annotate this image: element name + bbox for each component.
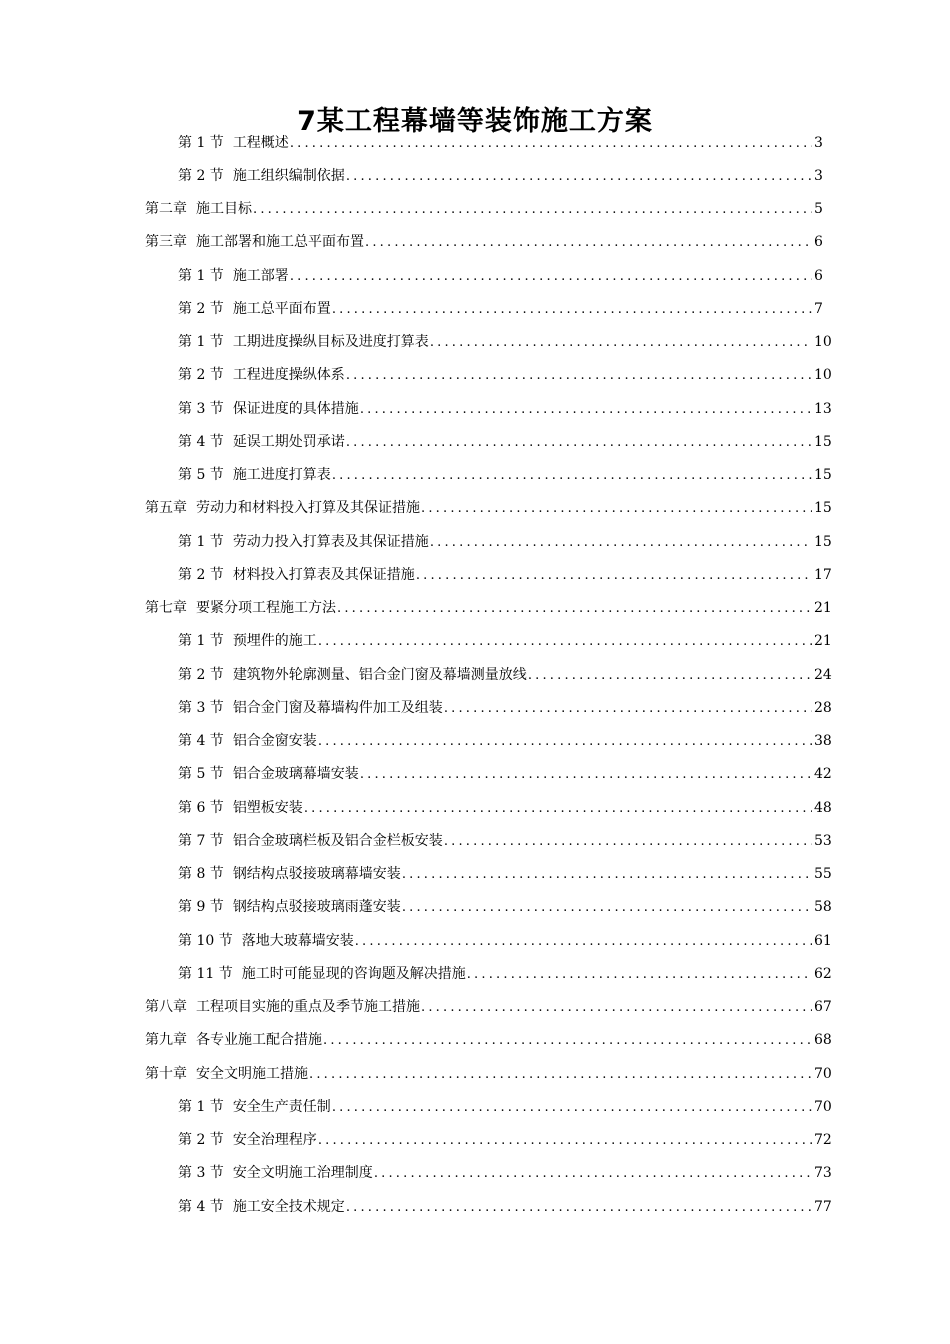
toc-entry-number: 第 1 节 [178, 1098, 224, 1115]
toc-entry-title: 工程概述 [232, 134, 289, 151]
toc-section-entry[interactable] [0, 258, 950, 291]
toc-entry-row [178, 265, 950, 285]
toc-entry-number: 第 1 节 [178, 134, 224, 151]
toc-entry-number: 第九章 [145, 1032, 187, 1049]
toc-entry-number: 第 11 节 [178, 965, 233, 982]
toc-entry-row [178, 1162, 950, 1182]
toc-entry-number: 第 1 节 [178, 633, 224, 650]
toc-section-entry[interactable] [0, 557, 950, 590]
toc-entry-row [178, 730, 950, 750]
toc-dot-leader [253, 202, 812, 217]
toc-section-entry[interactable] [0, 624, 950, 657]
toc-page-number: 21 [814, 633, 832, 650]
toc-dot-leader [421, 1000, 812, 1015]
toc-entry-title: 施工安全技术规定 [232, 1198, 345, 1215]
toc-section-entry[interactable] [0, 424, 950, 457]
toc-entry-title: 各专业施工配合措施 [196, 1032, 322, 1049]
toc-page-number: 73 [814, 1165, 832, 1182]
document-title: 7某工程幕墙等装饰施工方案 [297, 106, 653, 138]
toc-chapter-entry[interactable] [0, 225, 950, 258]
toc-chapter-entry[interactable] [0, 1023, 950, 1056]
toc-page-number: 6 [814, 234, 823, 251]
toc-entry-row [178, 830, 950, 850]
toc-page-number: 48 [814, 799, 832, 816]
toc-entry-number: 第 2 节 [178, 367, 224, 384]
toc-section-entry[interactable] [0, 757, 950, 790]
toc-entry-number: 第 1 节 [178, 334, 224, 351]
toc-section-entry[interactable] [0, 125, 950, 158]
toc-entry-title: 铝塑板安装 [232, 799, 303, 816]
toc-page-number: 70 [814, 1098, 832, 1115]
toc-entry-title: 延误工期处罚承诺 [232, 433, 345, 450]
toc-entry-number: 第 3 节 [178, 1165, 224, 1182]
toc-entry-number: 第 4 节 [178, 1198, 224, 1215]
toc-section-entry[interactable] [0, 956, 950, 989]
toc-entry-title: 劳动力投入打算表及其保证措施 [232, 533, 429, 550]
toc-entry-number: 第 4 节 [178, 733, 224, 750]
toc-entry-number: 第 2 节 [178, 167, 224, 184]
toc-page-number: 70 [814, 1065, 832, 1082]
toc-entry-number: 第 1 节 [178, 533, 224, 550]
toc-page-number: 15 [814, 467, 832, 484]
toc-entry-row [178, 331, 950, 351]
toc-entry-row [178, 863, 950, 883]
toc-dot-leader [444, 701, 812, 716]
toc-page-number: 55 [814, 866, 832, 883]
toc-page-number: 5 [814, 201, 823, 218]
toc-page-number: 6 [814, 267, 823, 284]
toc-dot-leader [290, 136, 812, 151]
toc-page-number: 38 [814, 733, 832, 750]
toc-section-entry[interactable] [0, 790, 950, 823]
toc-section-entry[interactable] [0, 890, 950, 923]
toc-chapter-entry[interactable] [0, 990, 950, 1023]
toc-dot-leader [332, 468, 812, 483]
toc-dot-leader [430, 535, 812, 550]
toc-dot-leader [402, 867, 812, 882]
toc-page-number: 17 [814, 566, 832, 583]
toc-entry-row [178, 963, 950, 983]
toc-entry-title: 钢结构点驳接玻璃幕墙安装 [232, 866, 401, 883]
toc-entry-row [178, 1129, 950, 1149]
toc-entry-title: 施工部署和施工总平面布置 [196, 234, 364, 251]
toc-entry-row [178, 797, 950, 817]
toc-entry-title: 施工总平面布置 [232, 300, 331, 317]
toc-entry-row [178, 364, 950, 384]
toc-page-number: 53 [814, 832, 832, 849]
toc-entry-row [178, 1196, 950, 1216]
toc-section-entry[interactable] [0, 325, 950, 358]
toc-entry-number: 第 9 节 [178, 899, 224, 916]
toc-section-entry[interactable] [0, 657, 950, 690]
toc-entry-number: 第 3 节 [178, 699, 224, 716]
toc-entry-row [178, 431, 950, 451]
toc-entry-title: 要紧分项工程施工方法 [196, 600, 336, 617]
toc-entry-row [145, 198, 950, 218]
toc-entry-title: 建筑物外轮廓测量、铝合金门窗及幕墙测量放线 [232, 666, 527, 683]
toc-entry-number: 第 5 节 [178, 766, 224, 783]
toc-entry-row [178, 630, 950, 650]
toc-dot-leader [365, 235, 812, 250]
toc-page-number: 72 [814, 1132, 832, 1149]
toc-section-entry[interactable] [0, 1156, 950, 1189]
toc-page-number: 10 [814, 334, 832, 351]
toc-page-number: 21 [814, 600, 832, 617]
toc-page-number: 42 [814, 766, 832, 783]
toc-chapter-entry[interactable] [0, 192, 950, 225]
toc-dot-leader [318, 734, 812, 749]
toc-entry-row [178, 298, 950, 318]
toc-page-number: 3 [814, 134, 823, 151]
toc-entry-row [145, 597, 950, 617]
toc-section-entry[interactable] [0, 690, 950, 723]
toc-section-entry[interactable] [0, 291, 950, 324]
toc-entry-number: 第 8 节 [178, 866, 224, 883]
toc-entry-row [178, 1096, 950, 1116]
toc-dot-leader [402, 900, 812, 915]
toc-dot-leader [346, 1200, 812, 1215]
toc-entry-number: 第 2 节 [178, 1132, 224, 1149]
toc-section-entry[interactable] [0, 857, 950, 890]
toc-dot-leader [360, 767, 812, 782]
toc-entry-title: 施工部署 [232, 267, 289, 284]
toc-entry-title: 施工进度打算表 [232, 467, 331, 484]
toc-entry-row [178, 896, 950, 916]
table-of-contents [0, 125, 950, 1222]
toc-entry-title: 安全文明施工措施 [196, 1065, 308, 1082]
toc-entry-title: 铝合金窗安装 [232, 733, 317, 750]
toc-entry-row [178, 132, 950, 152]
toc-entry-title: 安全治理程序 [232, 1132, 317, 1149]
toc-page-number: 13 [814, 400, 832, 417]
toc-section-entry[interactable] [0, 524, 950, 557]
toc-entry-row [145, 1063, 950, 1083]
toc-entry-number: 第 2 节 [178, 566, 224, 583]
toc-section-entry[interactable] [0, 1089, 950, 1122]
toc-dot-leader [430, 335, 812, 350]
toc-entry-row [145, 497, 950, 517]
toc-dot-leader [290, 269, 812, 284]
toc-entry-row [145, 1029, 950, 1049]
toc-dot-leader [346, 435, 812, 450]
toc-entry-number: 第五章 [145, 500, 187, 517]
toc-dot-leader [304, 801, 812, 816]
toc-chapter-entry[interactable] [0, 1056, 950, 1089]
toc-entry-number: 第十章 [145, 1065, 187, 1082]
toc-entry-title: 铝合金玻璃幕墙安装 [232, 766, 359, 783]
toc-entry-row [178, 930, 950, 950]
toc-chapter-entry[interactable] [0, 591, 950, 624]
toc-chapter-entry[interactable] [0, 491, 950, 524]
toc-page-number: 62 [814, 965, 832, 982]
toc-entry-title: 预埋件的施工 [232, 633, 317, 650]
toc-dot-leader [374, 1166, 812, 1181]
toc-section-entry[interactable] [0, 923, 950, 956]
toc-page-number: 10 [814, 367, 832, 384]
toc-entry-number: 第 7 节 [178, 832, 224, 849]
toc-entry-number: 第三章 [145, 234, 187, 251]
toc-entry-row [145, 996, 950, 1016]
toc-entry-row [178, 763, 950, 783]
toc-page-number: 58 [814, 899, 832, 916]
toc-entry-row [145, 231, 950, 251]
toc-entry-title: 施工组织编制依据 [232, 167, 345, 184]
toc-dot-leader [318, 634, 812, 649]
toc-entry-row [178, 398, 950, 418]
toc-dot-leader [360, 402, 812, 417]
toc-page-number: 3 [814, 167, 823, 184]
toc-entry-row [178, 564, 950, 584]
toc-dot-leader [467, 967, 812, 982]
toc-entry-title: 铝合金门窗及幕墙构件加工及组装 [232, 699, 443, 716]
toc-dot-leader [528, 668, 812, 683]
toc-entry-number: 第 2 节 [178, 300, 224, 317]
toc-page-number: 28 [814, 699, 832, 716]
toc-entry-number: 第八章 [145, 999, 187, 1016]
toc-dot-leader [332, 302, 812, 317]
toc-entry-title: 工程项目实施的重点及季节施工措施 [196, 999, 420, 1016]
toc-page-number: 67 [814, 999, 832, 1016]
toc-entry-row [178, 531, 950, 551]
toc-entry-title: 工期进度操纵目标及进度打算表 [232, 334, 429, 351]
toc-page-number: 77 [814, 1198, 832, 1215]
toc-entry-title: 落地大玻幕墙安装 [241, 932, 354, 949]
toc-entry-title: 施工目标 [196, 201, 252, 218]
toc-entry-title: 安全文明施工治理制度 [232, 1165, 373, 1182]
toc-entry-title: 钢结构点驳接玻璃雨蓬安装 [232, 899, 401, 916]
toc-page-number: 15 [814, 500, 832, 517]
toc-dot-leader [332, 1100, 812, 1115]
toc-entry-row [178, 697, 950, 717]
toc-section-entry[interactable] [0, 724, 950, 757]
toc-entry-number: 第 2 节 [178, 666, 224, 683]
toc-page-number: 61 [814, 932, 832, 949]
toc-dot-leader [337, 601, 812, 616]
toc-section-entry[interactable] [0, 823, 950, 856]
toc-entry-number: 第 4 节 [178, 433, 224, 450]
toc-entry-row [178, 165, 950, 185]
toc-page-number: 15 [814, 433, 832, 450]
toc-dot-leader [421, 501, 812, 516]
toc-page-number: 68 [814, 1032, 832, 1049]
toc-section-entry[interactable] [0, 391, 950, 424]
toc-entry-number: 第七章 [145, 600, 187, 617]
toc-section-entry[interactable] [0, 1123, 950, 1156]
toc-section-entry[interactable] [0, 158, 950, 191]
toc-entry-number: 第 10 节 [178, 932, 233, 949]
toc-entry-title: 施工时可能显现的咨询题及解决措施 [241, 965, 466, 982]
toc-entry-title: 铝合金玻璃栏板及铝合金栏板安装 [232, 832, 443, 849]
toc-section-entry[interactable] [0, 358, 950, 391]
toc-dot-leader [346, 368, 812, 383]
toc-entry-number: 第 6 节 [178, 799, 224, 816]
toc-dot-leader [416, 568, 812, 583]
toc-entry-row [178, 664, 950, 684]
toc-entry-number: 第 3 节 [178, 400, 224, 417]
toc-section-entry[interactable] [0, 1189, 950, 1222]
toc-dot-leader [318, 1133, 812, 1148]
toc-page-number: 24 [814, 666, 832, 683]
toc-entry-title: 保证进度的具体措施 [232, 400, 359, 417]
toc-dot-leader [346, 169, 812, 184]
toc-section-entry[interactable] [0, 458, 950, 491]
toc-page-number: 7 [814, 300, 823, 317]
toc-entry-row [178, 464, 950, 484]
toc-entry-number: 第 5 节 [178, 467, 224, 484]
toc-dot-leader [323, 1033, 812, 1048]
toc-page-number: 15 [814, 533, 832, 550]
toc-entry-number: 第 1 节 [178, 267, 224, 284]
toc-dot-leader [444, 834, 812, 849]
toc-entry-title: 材料投入打算表及其保证措施 [232, 566, 415, 583]
toc-entry-title: 安全生产责任制 [232, 1098, 331, 1115]
toc-dot-leader [309, 1067, 812, 1082]
toc-entry-title: 工程进度操纵体系 [232, 367, 345, 384]
toc-entry-number: 第二章 [145, 201, 187, 218]
toc-dot-leader [355, 934, 812, 949]
toc-entry-title: 劳动力和材料投入打算及其保证措施 [196, 500, 420, 517]
